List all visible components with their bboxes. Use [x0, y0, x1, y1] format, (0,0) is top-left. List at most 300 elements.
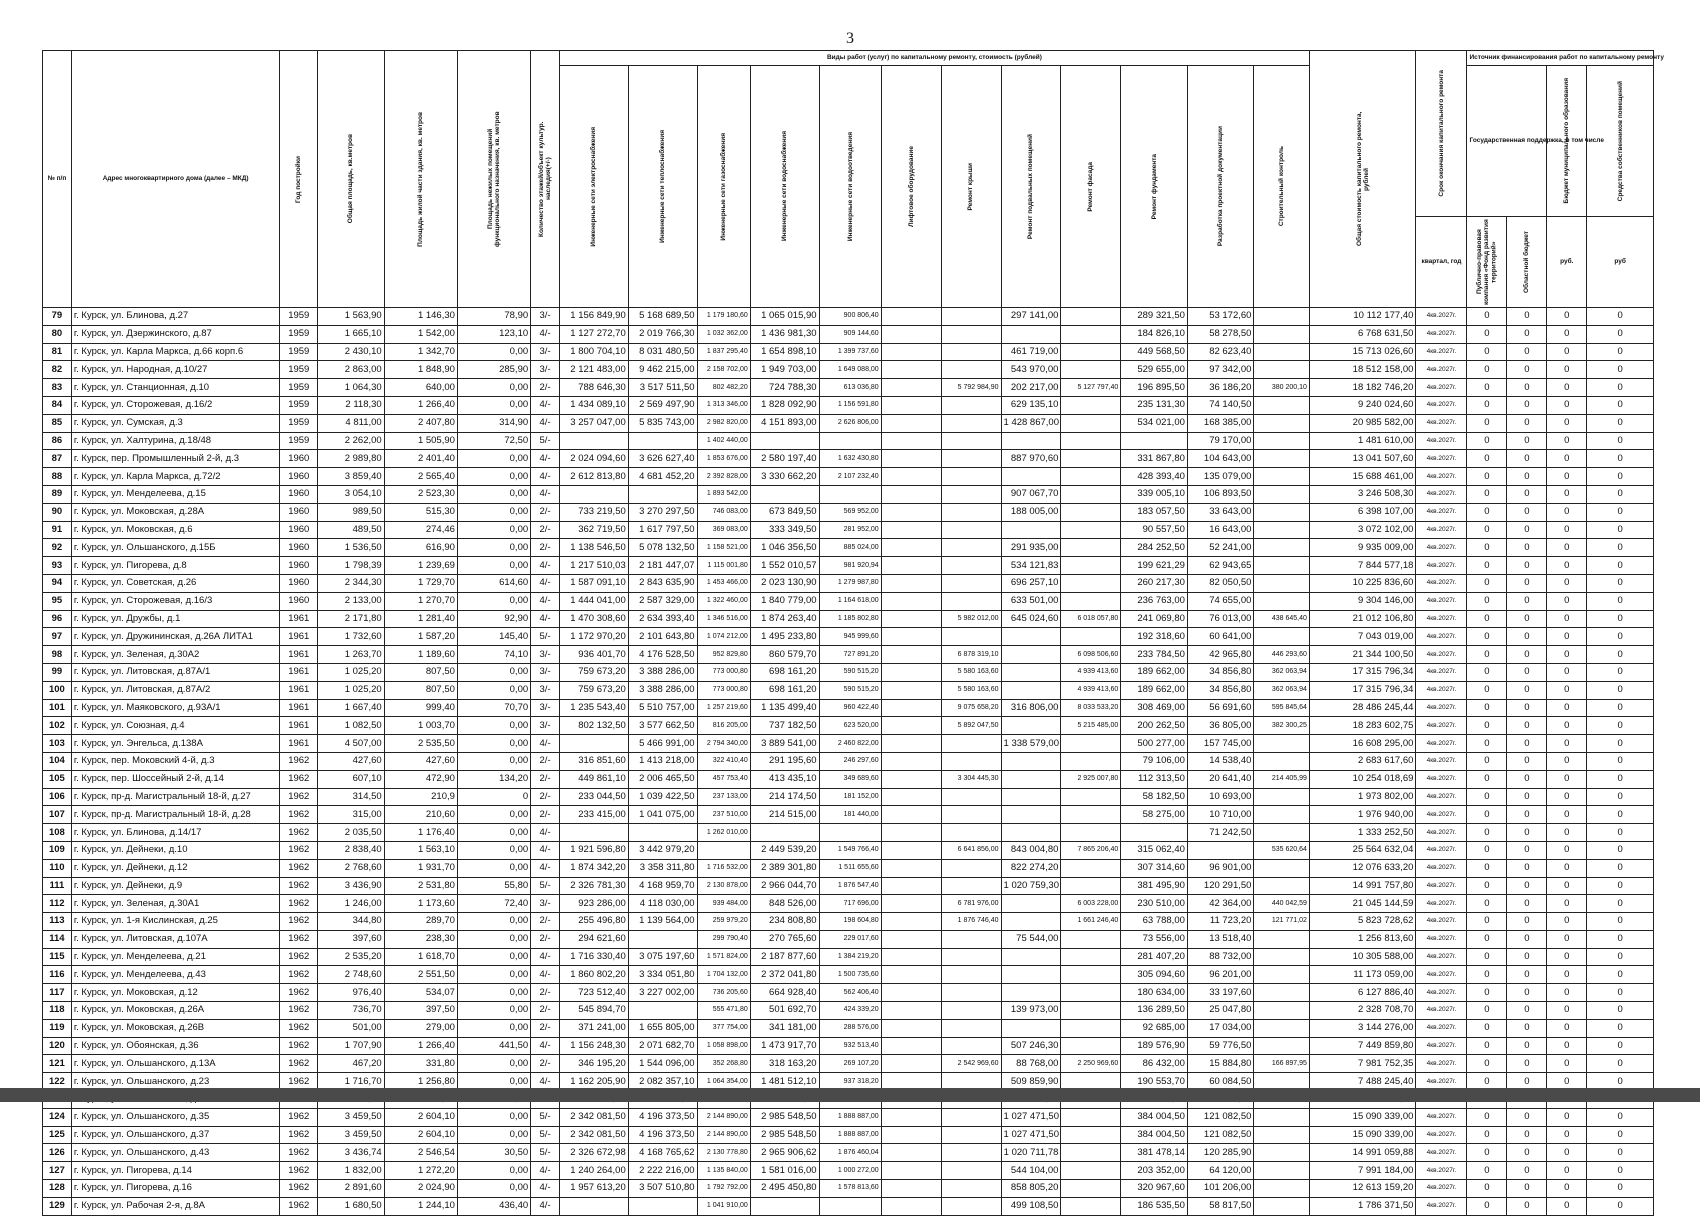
design-cost-cell: 74 140,50 [1187, 396, 1254, 414]
roof-cost-cell [941, 628, 1001, 646]
total-area-cell: 989,50 [318, 503, 385, 521]
table-row [43, 521, 1654, 539]
total-cost-cell: 7 981 752,35 [1309, 1055, 1416, 1073]
facade-cost-cell [1061, 1197, 1121, 1215]
fund-cell: 0 [1467, 930, 1507, 948]
control-cost-cell [1254, 343, 1309, 361]
gas-cost-cell: 773 000,80 [697, 663, 750, 681]
foundation-cost-cell: 199 621,29 [1121, 557, 1188, 575]
fund-cell: 0 [1467, 450, 1507, 468]
floors-cell: 3/- [531, 717, 560, 735]
facade-cost-cell [1061, 1162, 1121, 1180]
basement-cost-cell: 1 338 579,00 [1001, 735, 1061, 753]
roof-cost-cell [941, 877, 1001, 895]
water-cost-cell: 698 161,20 [750, 681, 819, 699]
design-cost-cell: 42 364,00 [1187, 895, 1254, 913]
water-cost-cell: 291 195,60 [750, 752, 819, 770]
row-number: 117 [43, 984, 72, 1002]
basement-cost-cell [1001, 432, 1061, 450]
control-cost-cell [1254, 1144, 1309, 1162]
total-area-cell: 489,50 [318, 521, 385, 539]
foundation-cost-cell: 189 662,00 [1121, 663, 1188, 681]
lift-cost-cell [881, 610, 941, 628]
roof-cost-cell [941, 966, 1001, 984]
owners-cell: 0 [1587, 379, 1654, 397]
term-cell: 4кв.2027г. [1416, 646, 1467, 664]
floors-cell: 5/- [531, 432, 560, 450]
living-area-cell: 472,90 [384, 770, 457, 788]
owners-cell: 0 [1587, 877, 1654, 895]
nonres-area-cell: 441,50 [457, 1037, 530, 1055]
facade-cost-cell: 2 925 007,80 [1061, 770, 1121, 788]
row-number: 96 [43, 610, 72, 628]
term-cell: 4кв.2027г. [1416, 592, 1467, 610]
water-cost-cell: 698 161,20 [750, 663, 819, 681]
fund-cell: 0 [1467, 432, 1507, 450]
design-cost-cell: 56 691,60 [1187, 699, 1254, 717]
address-cell: г. Курск, ул. Рабочая 2-я, д.8А [71, 1197, 280, 1215]
electric-cost-cell: 1 156 849,90 [559, 308, 628, 326]
roof-cost-cell [941, 396, 1001, 414]
sewer-cost-cell: 1 164 618,00 [819, 592, 881, 610]
row-number: 84 [43, 396, 72, 414]
sewer-cost-cell: 1 649 088,00 [819, 361, 881, 379]
design-cost-cell: 106 893,50 [1187, 485, 1254, 503]
heat-cost-cell: 3 626 627,40 [628, 450, 697, 468]
control-cost-cell [1254, 806, 1309, 824]
term-cell: 4кв.2027г. [1416, 859, 1467, 877]
lift-cost-cell [881, 592, 941, 610]
design-cost-cell: 10 710,00 [1187, 806, 1254, 824]
total-area-cell: 2 535,20 [318, 948, 385, 966]
design-cost-cell: 34 856,80 [1187, 681, 1254, 699]
sewer-cost-cell: 885 024,00 [819, 539, 881, 557]
address-cell: г. Курск, ул. Пигорева, д.16 [71, 1180, 280, 1198]
owners-cell: 0 [1587, 1144, 1654, 1162]
basement-cost-cell [1001, 468, 1061, 486]
water-cost-cell: 1 840 779,00 [750, 592, 819, 610]
gas-cost-cell: 1 322 460,00 [697, 592, 750, 610]
design-cost-cell: 96 901,00 [1187, 859, 1254, 877]
floors-cell: 4/- [531, 574, 560, 592]
basement-cost-cell: 534 121,83 [1001, 557, 1061, 575]
basement-cost-cell: 509 859,90 [1001, 1073, 1061, 1091]
year-cell: 1962 [280, 1126, 318, 1144]
control-cost-cell: 380 200,10 [1254, 379, 1309, 397]
living-area-cell: 274,46 [384, 521, 457, 539]
table-row [43, 343, 1654, 361]
foundation-cost-cell: 339 005,10 [1121, 485, 1188, 503]
water-cost-cell: 234 808,80 [750, 913, 819, 931]
control-cost-cell [1254, 557, 1309, 575]
foundation-cost-cell: 92 685,00 [1121, 1019, 1188, 1037]
municipal-cell: 0 [1547, 824, 1587, 842]
water-cost-cell: 270 765,60 [750, 930, 819, 948]
lift-cost-cell [881, 681, 941, 699]
nonres-area-cell: 0,00 [457, 343, 530, 361]
lift-cost-cell [881, 1019, 941, 1037]
year-cell: 1962 [280, 1055, 318, 1073]
electric-cost-cell: 2 121 483,00 [559, 361, 628, 379]
regional-cell: 0 [1507, 752, 1547, 770]
control-cost-cell: 121 771,02 [1254, 913, 1309, 931]
regional-cell: 0 [1507, 735, 1547, 753]
design-cost-cell: 121 082,50 [1187, 1126, 1254, 1144]
living-area-cell: 2 535,50 [384, 735, 457, 753]
term-cell: 4кв.2027г. [1416, 379, 1467, 397]
gas-cost-cell: 746 083,00 [697, 503, 750, 521]
total-area-cell: 1 263,70 [318, 646, 385, 664]
gas-cost-cell [697, 841, 750, 859]
row-number: 128 [43, 1180, 72, 1198]
header-fund: Публично-правовая компания «Фонд развития территорий» [1476, 219, 1498, 305]
total-cost-cell: 21 344 100,50 [1309, 646, 1416, 664]
gas-cost-cell: 1 792 792,00 [697, 1180, 750, 1198]
facade-cost-cell [1061, 557, 1121, 575]
floors-cell: 3/- [531, 308, 560, 326]
table-row [43, 379, 1654, 397]
heat-cost-cell [628, 1002, 697, 1020]
design-cost-cell: 97 342,00 [1187, 361, 1254, 379]
total-area-cell: 315,00 [318, 806, 385, 824]
fund-cell: 0 [1467, 325, 1507, 343]
lift-cost-cell [881, 1197, 941, 1215]
basement-cost-cell [1001, 984, 1061, 1002]
fund-cell: 0 [1467, 379, 1507, 397]
roof-cost-cell: 6 641 856,00 [941, 841, 1001, 859]
fund-cell: 0 [1467, 735, 1507, 753]
fund-cell: 0 [1467, 468, 1507, 486]
living-area-cell: 289,70 [384, 913, 457, 931]
facade-cost-cell [1061, 966, 1121, 984]
header-state-support: Государственная поддержка, в том числе [1467, 66, 1547, 217]
control-cost-cell [1254, 859, 1309, 877]
fund-cell: 0 [1467, 1073, 1507, 1091]
regional-cell: 0 [1507, 841, 1547, 859]
facade-cost-cell [1061, 628, 1121, 646]
nonres-area-cell: 30,50 [457, 1144, 530, 1162]
floors-cell: 3/- [531, 646, 560, 664]
table-row [43, 877, 1654, 895]
water-cost-cell: 4 151 893,00 [750, 414, 819, 432]
control-cost-cell [1254, 877, 1309, 895]
fund-cell: 0 [1467, 752, 1507, 770]
total-area-cell: 1 732,60 [318, 628, 385, 646]
gas-cost-cell: 555 471,80 [697, 1002, 750, 1020]
regional-cell: 0 [1507, 1126, 1547, 1144]
address-cell: г. Курск, ул. Дружбы, д.1 [71, 610, 280, 628]
electric-cost-cell: 1 138 546,50 [559, 539, 628, 557]
regional-cell: 0 [1507, 930, 1547, 948]
foundation-cost-cell: 189 662,00 [1121, 681, 1188, 699]
gas-cost-cell: 2 982 820,00 [697, 414, 750, 432]
gas-cost-cell: 259 979,20 [697, 913, 750, 931]
total-cost-cell: 1 481 610,00 [1309, 432, 1416, 450]
heat-cost-cell: 3 270 297,50 [628, 503, 697, 521]
water-cost-cell: 1 828 092,90 [750, 396, 819, 414]
sewer-cost-cell [819, 1197, 881, 1215]
total-area-cell: 2 171,80 [318, 610, 385, 628]
sewer-cost-cell: 2 107 232,40 [819, 468, 881, 486]
nonres-area-cell: 0,00 [457, 1108, 530, 1126]
gas-cost-cell: 1 346 516,00 [697, 610, 750, 628]
sewer-cost-cell: 900 806,40 [819, 308, 881, 326]
roof-cost-cell [941, 468, 1001, 486]
fund-cell: 0 [1467, 717, 1507, 735]
regional-cell: 0 [1507, 325, 1547, 343]
address-cell: г. Курск, ул. 1-я Кислинская, д.25 [71, 913, 280, 931]
roof-cost-cell: 5 892 047,50 [941, 717, 1001, 735]
living-area-cell: 1 587,20 [384, 628, 457, 646]
control-cost-cell: 166 897,95 [1254, 1055, 1309, 1073]
sewer-cost-cell: 590 515,20 [819, 681, 881, 699]
total-cost-cell: 9 304 146,00 [1309, 592, 1416, 610]
gas-cost-cell: 2 392 828,00 [697, 468, 750, 486]
row-number: 89 [43, 485, 72, 503]
unit-term: квартал, год [1416, 217, 1467, 308]
total-area-cell: 1 716,70 [318, 1073, 385, 1091]
heat-cost-cell: 2 634 393,40 [628, 610, 697, 628]
design-cost-cell: 157 745,00 [1187, 735, 1254, 753]
term-cell: 4кв.2027г. [1416, 752, 1467, 770]
row-number: 116 [43, 966, 72, 984]
total-cost-cell: 9 240 024,60 [1309, 396, 1416, 414]
heat-cost-cell: 2 569 497,90 [628, 396, 697, 414]
owners-cell: 0 [1587, 859, 1654, 877]
living-area-cell: 640,00 [384, 379, 457, 397]
regional-cell: 0 [1507, 984, 1547, 1002]
year-cell: 1962 [280, 984, 318, 1002]
address-cell: г. Курск, пр-д. Магистральный 18-й, д.27 [71, 788, 280, 806]
municipal-cell: 0 [1547, 1126, 1587, 1144]
living-area-cell: 397,50 [384, 1002, 457, 1020]
fund-cell: 0 [1467, 361, 1507, 379]
water-cost-cell: 1 654 898,10 [750, 343, 819, 361]
floors-cell: 4/- [531, 859, 560, 877]
water-cost-cell: 2 985 548,50 [750, 1108, 819, 1126]
floors-cell: 3/- [531, 895, 560, 913]
fund-cell: 0 [1467, 824, 1507, 842]
row-number: 102 [43, 717, 72, 735]
heat-cost-cell: 4 118 030,00 [628, 895, 697, 913]
fund-cell: 0 [1467, 806, 1507, 824]
water-cost-cell: 1 481 512,10 [750, 1073, 819, 1091]
foundation-cost-cell: 284 252,50 [1121, 539, 1188, 557]
lift-cost-cell [881, 930, 941, 948]
fund-cell: 0 [1467, 984, 1507, 1002]
address-cell: г. Курск, ул. Пигорева, д.14 [71, 1162, 280, 1180]
heat-cost-cell: 2 101 643,80 [628, 628, 697, 646]
facade-cost-cell [1061, 1019, 1121, 1037]
municipal-cell: 0 [1547, 396, 1587, 414]
municipal-cell: 0 [1547, 752, 1587, 770]
sewer-cost-cell: 1 279 987,80 [819, 574, 881, 592]
table-row [43, 1180, 1654, 1198]
design-cost-cell: 62 943,65 [1187, 557, 1254, 575]
lift-cost-cell [881, 1055, 941, 1073]
table-row [43, 610, 1654, 628]
sewer-cost-cell: 229 017,60 [819, 930, 881, 948]
roof-cost-cell [941, 859, 1001, 877]
year-cell: 1961 [280, 735, 318, 753]
address-cell: г. Курск, ул. Моковская, д.26А [71, 1002, 280, 1020]
water-cost-cell: 2 023 130,90 [750, 574, 819, 592]
address-cell: г. Курск, ул. Обоянская, д.36 [71, 1037, 280, 1055]
regional-cell: 0 [1507, 1108, 1547, 1126]
lift-cost-cell [881, 396, 941, 414]
header-living-area: Площадь жилой части здания, кв. метров [417, 111, 425, 247]
row-number: 92 [43, 539, 72, 557]
living-area-cell: 1 505,90 [384, 432, 457, 450]
heat-cost-cell: 3 388 286,00 [628, 681, 697, 699]
foundation-cost-cell: 136 289,50 [1121, 1002, 1188, 1020]
control-cost-cell [1254, 628, 1309, 646]
floors-cell: 4/- [531, 966, 560, 984]
living-area-cell: 210,60 [384, 806, 457, 824]
living-area-cell: 807,50 [384, 663, 457, 681]
term-cell: 4кв.2027г. [1416, 610, 1467, 628]
living-area-cell: 2 523,30 [384, 485, 457, 503]
sewer-cost-cell: 1 888 887,00 [819, 1108, 881, 1126]
living-area-cell: 1 848,90 [384, 361, 457, 379]
address-cell: г. Курск, ул. Станционная, д.10 [71, 379, 280, 397]
nonres-area-cell: 0,00 [457, 450, 530, 468]
row-number: 81 [43, 343, 72, 361]
electric-cost-cell: 255 496,80 [559, 913, 628, 931]
design-cost-cell: 36 186,20 [1187, 379, 1254, 397]
year-cell: 1962 [280, 841, 318, 859]
term-cell: 4кв.2027г. [1416, 1037, 1467, 1055]
total-cost-cell: 1 333 252,50 [1309, 824, 1416, 842]
municipal-cell: 0 [1547, 646, 1587, 664]
sewer-cost-cell: 569 952,00 [819, 503, 881, 521]
nonres-area-cell: 0,00 [457, 841, 530, 859]
sewer-cost-cell: 981 920,94 [819, 557, 881, 575]
basement-cost-cell [1001, 325, 1061, 343]
facade-cost-cell [1061, 1144, 1121, 1162]
owners-cell: 0 [1587, 485, 1654, 503]
total-area-cell: 1 536,50 [318, 539, 385, 557]
table-row [43, 788, 1654, 806]
floors-cell: 4/- [531, 735, 560, 753]
heat-cost-cell: 2 006 465,50 [628, 770, 697, 788]
lift-cost-cell [881, 735, 941, 753]
roof-cost-cell [941, 1126, 1001, 1144]
gas-cost-cell: 299 790,40 [697, 930, 750, 948]
water-cost-cell: 2 495 450,80 [750, 1180, 819, 1198]
foundation-cost-cell: 203 352,00 [1121, 1162, 1188, 1180]
electric-cost-cell: 371 241,00 [559, 1019, 628, 1037]
control-cost-cell: 440 042,59 [1254, 895, 1309, 913]
living-area-cell: 807,50 [384, 681, 457, 699]
gas-cost-cell: 1 313 346,00 [697, 396, 750, 414]
roof-cost-cell [941, 752, 1001, 770]
foundation-cost-cell: 289 321,50 [1121, 308, 1188, 326]
lift-cost-cell [881, 1037, 941, 1055]
design-cost-cell: 104 643,00 [1187, 450, 1254, 468]
floors-cell: 3/- [531, 681, 560, 699]
design-cost-cell: 33 197,60 [1187, 984, 1254, 1002]
heat-cost-cell: 3 507 510,80 [628, 1180, 697, 1198]
total-cost-cell: 6 398 107,00 [1309, 503, 1416, 521]
total-cost-cell: 1 973 802,00 [1309, 788, 1416, 806]
nonres-area-cell: 0,00 [457, 539, 530, 557]
water-cost-cell: 1 065 015,90 [750, 308, 819, 326]
control-cost-cell: 214 405,99 [1254, 770, 1309, 788]
electric-cost-cell: 733 219,50 [559, 503, 628, 521]
term-cell: 4кв.2027г. [1416, 1002, 1467, 1020]
regional-cell: 0 [1507, 859, 1547, 877]
sewer-cost-cell: 727 891,20 [819, 646, 881, 664]
control-cost-cell [1254, 948, 1309, 966]
floors-cell: 2/- [531, 788, 560, 806]
water-cost-cell: 860 579,70 [750, 646, 819, 664]
row-number: 99 [43, 663, 72, 681]
owners-cell: 0 [1587, 752, 1654, 770]
row-number: 95 [43, 592, 72, 610]
electric-cost-cell: 1 444 041,00 [559, 592, 628, 610]
owners-cell: 0 [1587, 432, 1654, 450]
lift-cost-cell [881, 343, 941, 361]
water-cost-cell: 673 849,50 [750, 503, 819, 521]
water-cost-cell: 501 692,70 [750, 1002, 819, 1020]
header-design: Разработка проектной документации [1217, 126, 1225, 247]
heat-cost-cell: 2 082 357,10 [628, 1073, 697, 1091]
municipal-cell: 0 [1547, 628, 1587, 646]
row-number: 127 [43, 1162, 72, 1180]
foundation-cost-cell: 381 495,90 [1121, 877, 1188, 895]
sewer-cost-cell: 1 000 272,00 [819, 1162, 881, 1180]
heat-cost-cell: 2 222 216,00 [628, 1162, 697, 1180]
row-number: 115 [43, 948, 72, 966]
total-cost-cell: 7 488 245,40 [1309, 1073, 1416, 1091]
control-cost-cell [1254, 325, 1309, 343]
fund-cell: 0 [1467, 966, 1507, 984]
heat-cost-cell: 1 655 805,00 [628, 1019, 697, 1037]
floors-cell: 4/- [531, 841, 560, 859]
basement-cost-cell: 645 024,60 [1001, 610, 1061, 628]
municipal-cell: 0 [1547, 930, 1587, 948]
lift-cost-cell [881, 1144, 941, 1162]
nonres-area-cell: 0,00 [457, 1126, 530, 1144]
floors-cell: 3/- [531, 699, 560, 717]
lift-cost-cell [881, 895, 941, 913]
municipal-cell: 0 [1547, 681, 1587, 699]
owners-cell: 0 [1587, 610, 1654, 628]
lift-cost-cell [881, 948, 941, 966]
row-number: 109 [43, 841, 72, 859]
total-cost-cell: 15 090 339,00 [1309, 1126, 1416, 1144]
term-cell: 4кв.2027г. [1416, 1055, 1467, 1073]
floors-cell: 2/- [531, 503, 560, 521]
address-cell: г. Курск, ул. Пигорева, д.8 [71, 557, 280, 575]
total-area-cell: 1 665,10 [318, 325, 385, 343]
fund-cell: 0 [1467, 1197, 1507, 1215]
electric-cost-cell: 2 342 081,50 [559, 1126, 628, 1144]
gas-cost-cell: 1 453 466,00 [697, 574, 750, 592]
total-area-cell: 467,20 [318, 1055, 385, 1073]
total-cost-cell: 28 486 245,44 [1309, 699, 1416, 717]
fund-cell: 0 [1467, 913, 1507, 931]
table-row [43, 1126, 1654, 1144]
water-cost-cell: 341 181,00 [750, 1019, 819, 1037]
lift-cost-cell [881, 752, 941, 770]
electric-cost-cell: 936 401,70 [559, 646, 628, 664]
municipal-cell: 0 [1547, 503, 1587, 521]
nonres-area-cell: 0,00 [457, 1073, 530, 1091]
address-cell: г. Курск, ул. Зеленая, д.30А2 [71, 646, 280, 664]
total-area-cell: 1 246,00 [318, 895, 385, 913]
